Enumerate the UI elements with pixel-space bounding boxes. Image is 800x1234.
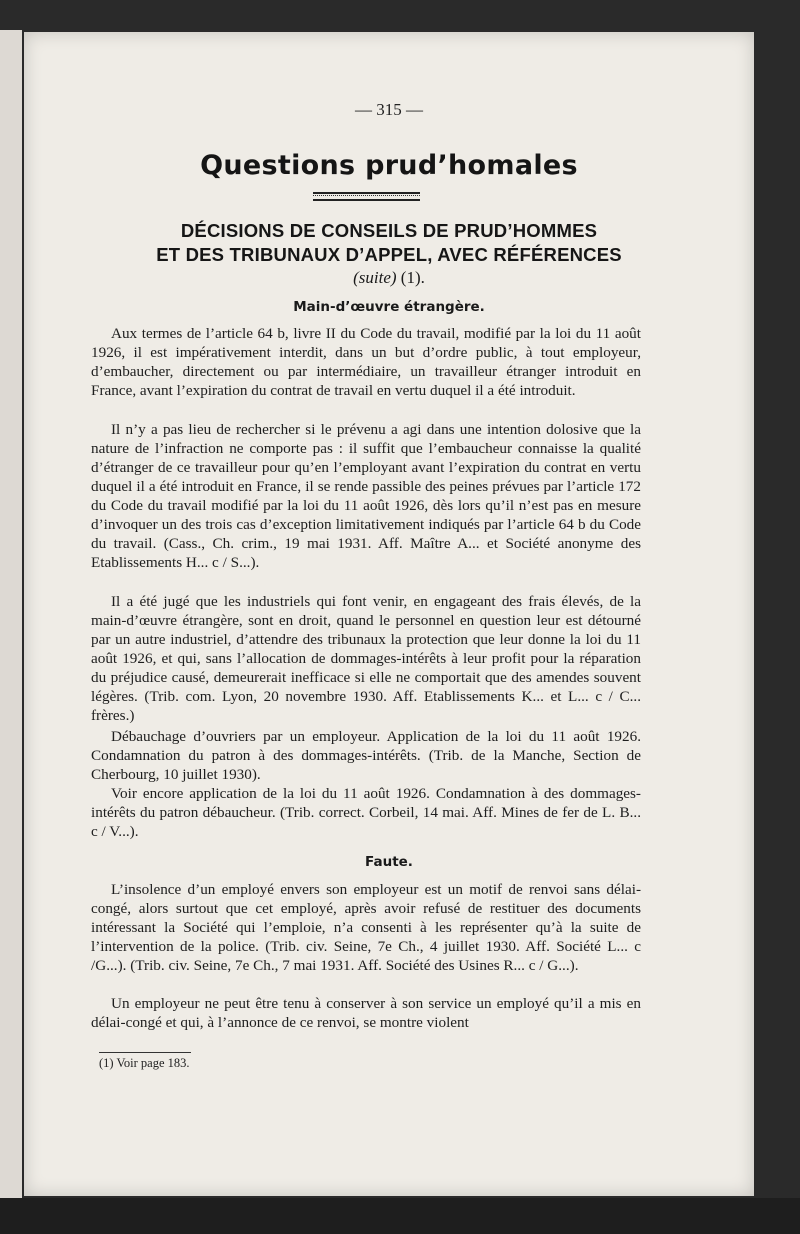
paragraph: Aux termes de l’article 64 b, livre II du Code du travail, modifié par la loi du 11 août 1926, il est impérativement interdit, dans un but d’ordre public, à tout employeur, d’embaucher, directement ou par intermédiaire, un travailleur étranger introduit en France, avant l’expiration du contrat de travail en vertu duquel il a été introduit. <box>91 325 641 399</box>
paragraph: L’insolence d’un employé envers son employeur est un motif de renvoi sans délai-congé, alors surtout que cet employé, après avoir refusé de restituer des documents intéressant la Société qui l’emploie, n’a consenti à les représenter qu’à la suite de l’intervention de la police. (Trib. civ. Seine, 7e Ch., 4 juillet 1930. Aff. Société L... c /G...). (Trib. civ. Seine, 7e Ch., 7 mai 1931. Aff. Société des Usines R... c / G...). <box>91 881 641 974</box>
footnote-rule <box>99 1052 191 1053</box>
book-page <box>24 32 754 1196</box>
paragraph: Il n’y a pas lieu de rechercher si le prévenu a agi dans une intention dolosive que la nature de l’infraction ne comporte pas : il suffit que l’embaucheur connaisse la qualité d’étranger de ce travailleur pour qu’en l’employant avant l’expiration du contrat en vertu duquel il a été introduit en France, il se rende passible des peines prévues par l’article 172 du Code du travail modifié par la loi du 11 août 1926, dès lors qu’il n’est pas en mesure d’invoquer un des trois cas d’exception limitativement indiqués par l’article 64 b du Code du travail. (Cass., Ch. crim., 19 mai 1931. Aff. Maître A... et Société anonyme des Etablissements H... c / S...). <box>91 421 641 571</box>
paragraph: Débauchage d’ouvriers par un employeur. Application de la loi du 11 août 1926. Condamnation du patron à des dommages-intérêts. (Trib. de la Manche, Section de Cherbourg, 10 juillet 1930). <box>91 728 641 783</box>
title-rule-divider <box>313 192 420 201</box>
heading-line-2: ET DES TRIBUNAUX D’APPEL, AVEC RÉFÉRENCES <box>156 244 622 265</box>
heading-line-1: DÉCISIONS DE CONSEILS DE PRUD’HOMMES <box>180 220 598 241</box>
section-title-main-doeuvre: Main-d’œuvre étrangère. <box>293 299 485 315</box>
footnote: (1) Voir page 183. <box>99 1056 190 1070</box>
suite-note-ref: (1). <box>396 268 425 287</box>
page-number: — 315 — <box>355 100 423 119</box>
scan-background <box>0 1198 800 1234</box>
paragraph: Voir encore application de la loi du 11 août 1926. Condamnation à des dommages-intérêts du patron débaucheur. (Trib. correct. Corbeil, 14 mai. Aff. Mines de fer de L. B... c / V...). <box>91 785 641 840</box>
paragraph: Il a été jugé que les industriels qui font venir, en engageant des frais élevés, de la main-d’œuvre étrangère, sont en droit, quand le personnel en question leur est détourné par un autre industriel, d’attendre des tribunaux la protection que leur donne la loi du 11 août 1926, et qui, sans l’allocation de dommages-intérêts à leur profit pour la réparation du préjudice causé, demeurerait inefficace si elle ne comportait que des amendes souvent légères. (Trib. com. Lyon, 20 novembre 1930. Aff. Etablissements K... et L... c / C... frères.) <box>91 593 641 724</box>
facing-page-edge <box>0 30 22 1198</box>
suite-label: (suite) <box>353 268 397 287</box>
section-title-faute: Faute. <box>365 854 413 870</box>
paragraph: Un employeur ne peut être tenu à conserver à son service un employé qu’il a mis en délai-congé et qui, à l’annonce de ce renvoi, se montre violent <box>91 995 641 1031</box>
main-title: Questions prud’homales <box>200 150 578 181</box>
suite-line <box>24 268 754 288</box>
